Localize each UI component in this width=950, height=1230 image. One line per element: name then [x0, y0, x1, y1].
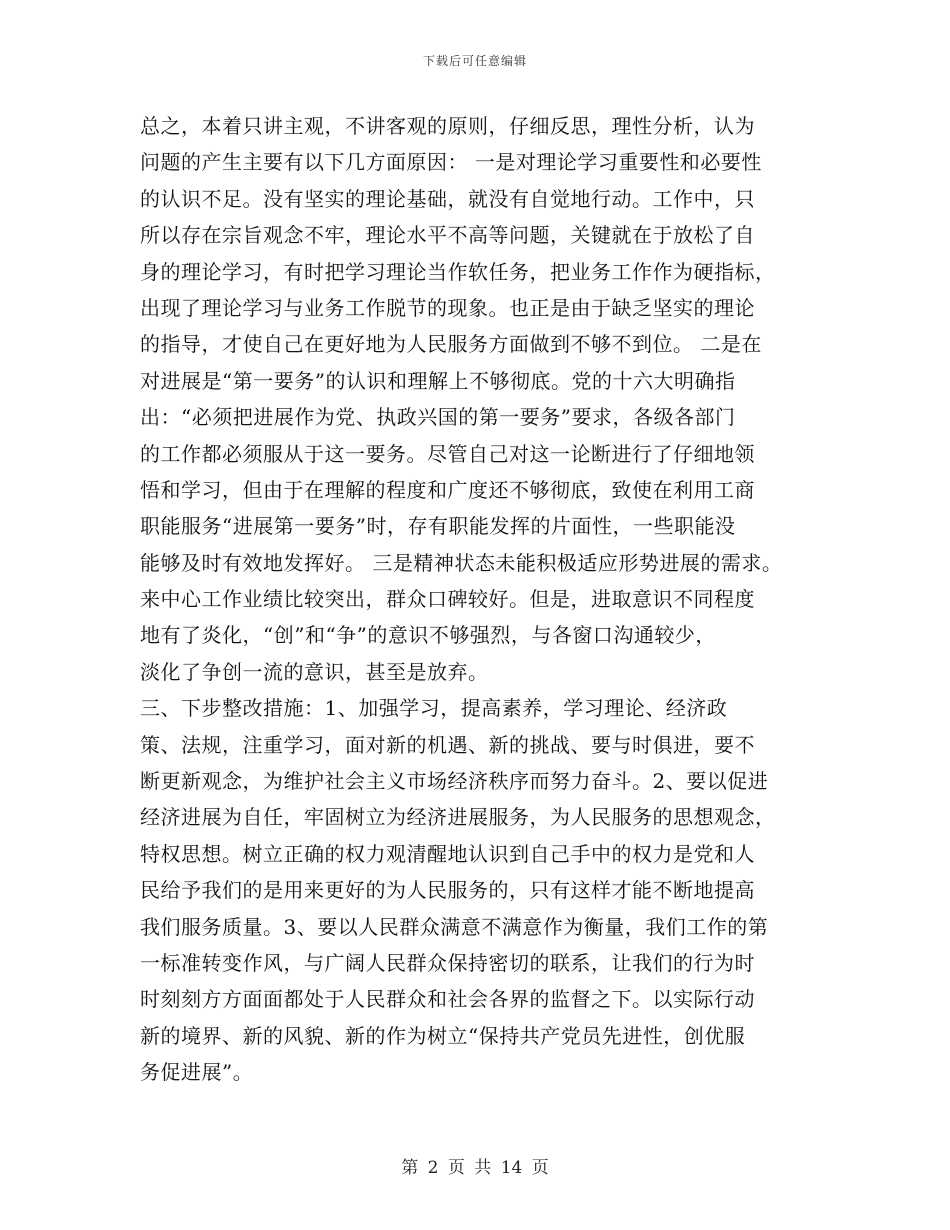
text-line: 策、法规，注重学习，面对新的机遇、新的挑战、要与时俱进，要不: [140, 732, 755, 757]
text-line: 身的理论学习，有时把学习理论当作软任务，把业务工作作为硬指标，: [140, 259, 776, 284]
text-line: 淡化了争创一流的意识，甚至是放弃。: [140, 659, 489, 684]
text-line: 务促进展”。: [140, 1060, 254, 1085]
text-line: 的认识不足。没有坚实的理论基础，就没有自觉地行动。工作中，只: [140, 186, 755, 211]
text-line: 悟和学习，但由于在理解的程度和广度还不够彻底，致使在利用工商: [140, 477, 755, 502]
text-line: 对进展是“第一要务”的认识和理解上不够彻底。党的十六大明确指: [140, 368, 736, 393]
text-line: 民给予我们的是用来更好的为人民服务的，只有这样才能不断地提高: [140, 878, 755, 903]
text-line: 职能服务“进展第一要务”时，存有职能发挥的片面性，一些职能没: [140, 514, 736, 539]
text-line: 出：“必须把进展作为党、执政兴国的第一要务”要求，各级各部门: [140, 405, 736, 430]
text-line: 来中心工作业绩比较突出，群众口碑较好。但是，进取意识不同程度: [140, 587, 755, 612]
text-line: 断更新观念，为维护社会主义市场经济秩序而努力奋斗。2、要以促进: [140, 769, 769, 794]
text-line: 问题的产生主要有以下几方面原因： 一是对理论学习重要性和必要性: [140, 150, 762, 175]
text-line: 的指导，才使自己在更好地为人民服务方面做到不够不到位。 二是在: [140, 332, 762, 357]
text-line: 时刻刻方方面面都处于人民群众和社会各界的监督之下。以实际行动: [140, 987, 755, 1012]
text-line: 我们服务质量。3、要以人民群众满意不满意作为衡量，我们工作的第: [140, 914, 769, 939]
page-number: 第 2 页 共 14 页: [401, 1158, 549, 1178]
document-body: [140, 108, 840, 1091]
text-line: 出现了理论学习与业务工作脱节的现象。也正是由于缺乏坚实的理论: [140, 295, 755, 320]
text-line: 的工作都必须服从于这一要务。尽管自己对这一论断进行了仔细地领: [140, 441, 755, 466]
page-header: 下载后可任意编辑: [422, 54, 527, 68]
text-line: 特权思想。树立正确的权力观清醒地认识到自己手中的权力是党和人: [140, 841, 755, 866]
text-line: 所以存在宗旨观念不牢，理论水平不高等问题，关键就在于放松了自: [140, 223, 755, 248]
text-line: 经济进展为自任，牢固树立为经济进展服务，为人民服务的思想观念，: [140, 805, 776, 830]
text-line: 三、下步整改措施：1、加强学习，提高素养，学习理论、经济政: [140, 696, 728, 721]
text-line: 地有了炎化，“创”和“争”的意识不够强烈，与各窗口沟通较少，: [140, 623, 716, 648]
text-line: 一标准转变作风，与广阔人民群众保持密切的联系，让我们的行为时: [140, 950, 755, 975]
text-line: 新的境界、新的风貌、新的作为树立“保持共产党员先进性，创优服: [140, 1023, 746, 1048]
text-line: 总之，本着只讲主观，不讲客观的原则，仔细反思，理性分析，认为: [140, 114, 755, 138]
text-line: 能够及时有效地发挥好。 三是精神状态未能积极适应形势进展的需求。: [140, 550, 783, 575]
